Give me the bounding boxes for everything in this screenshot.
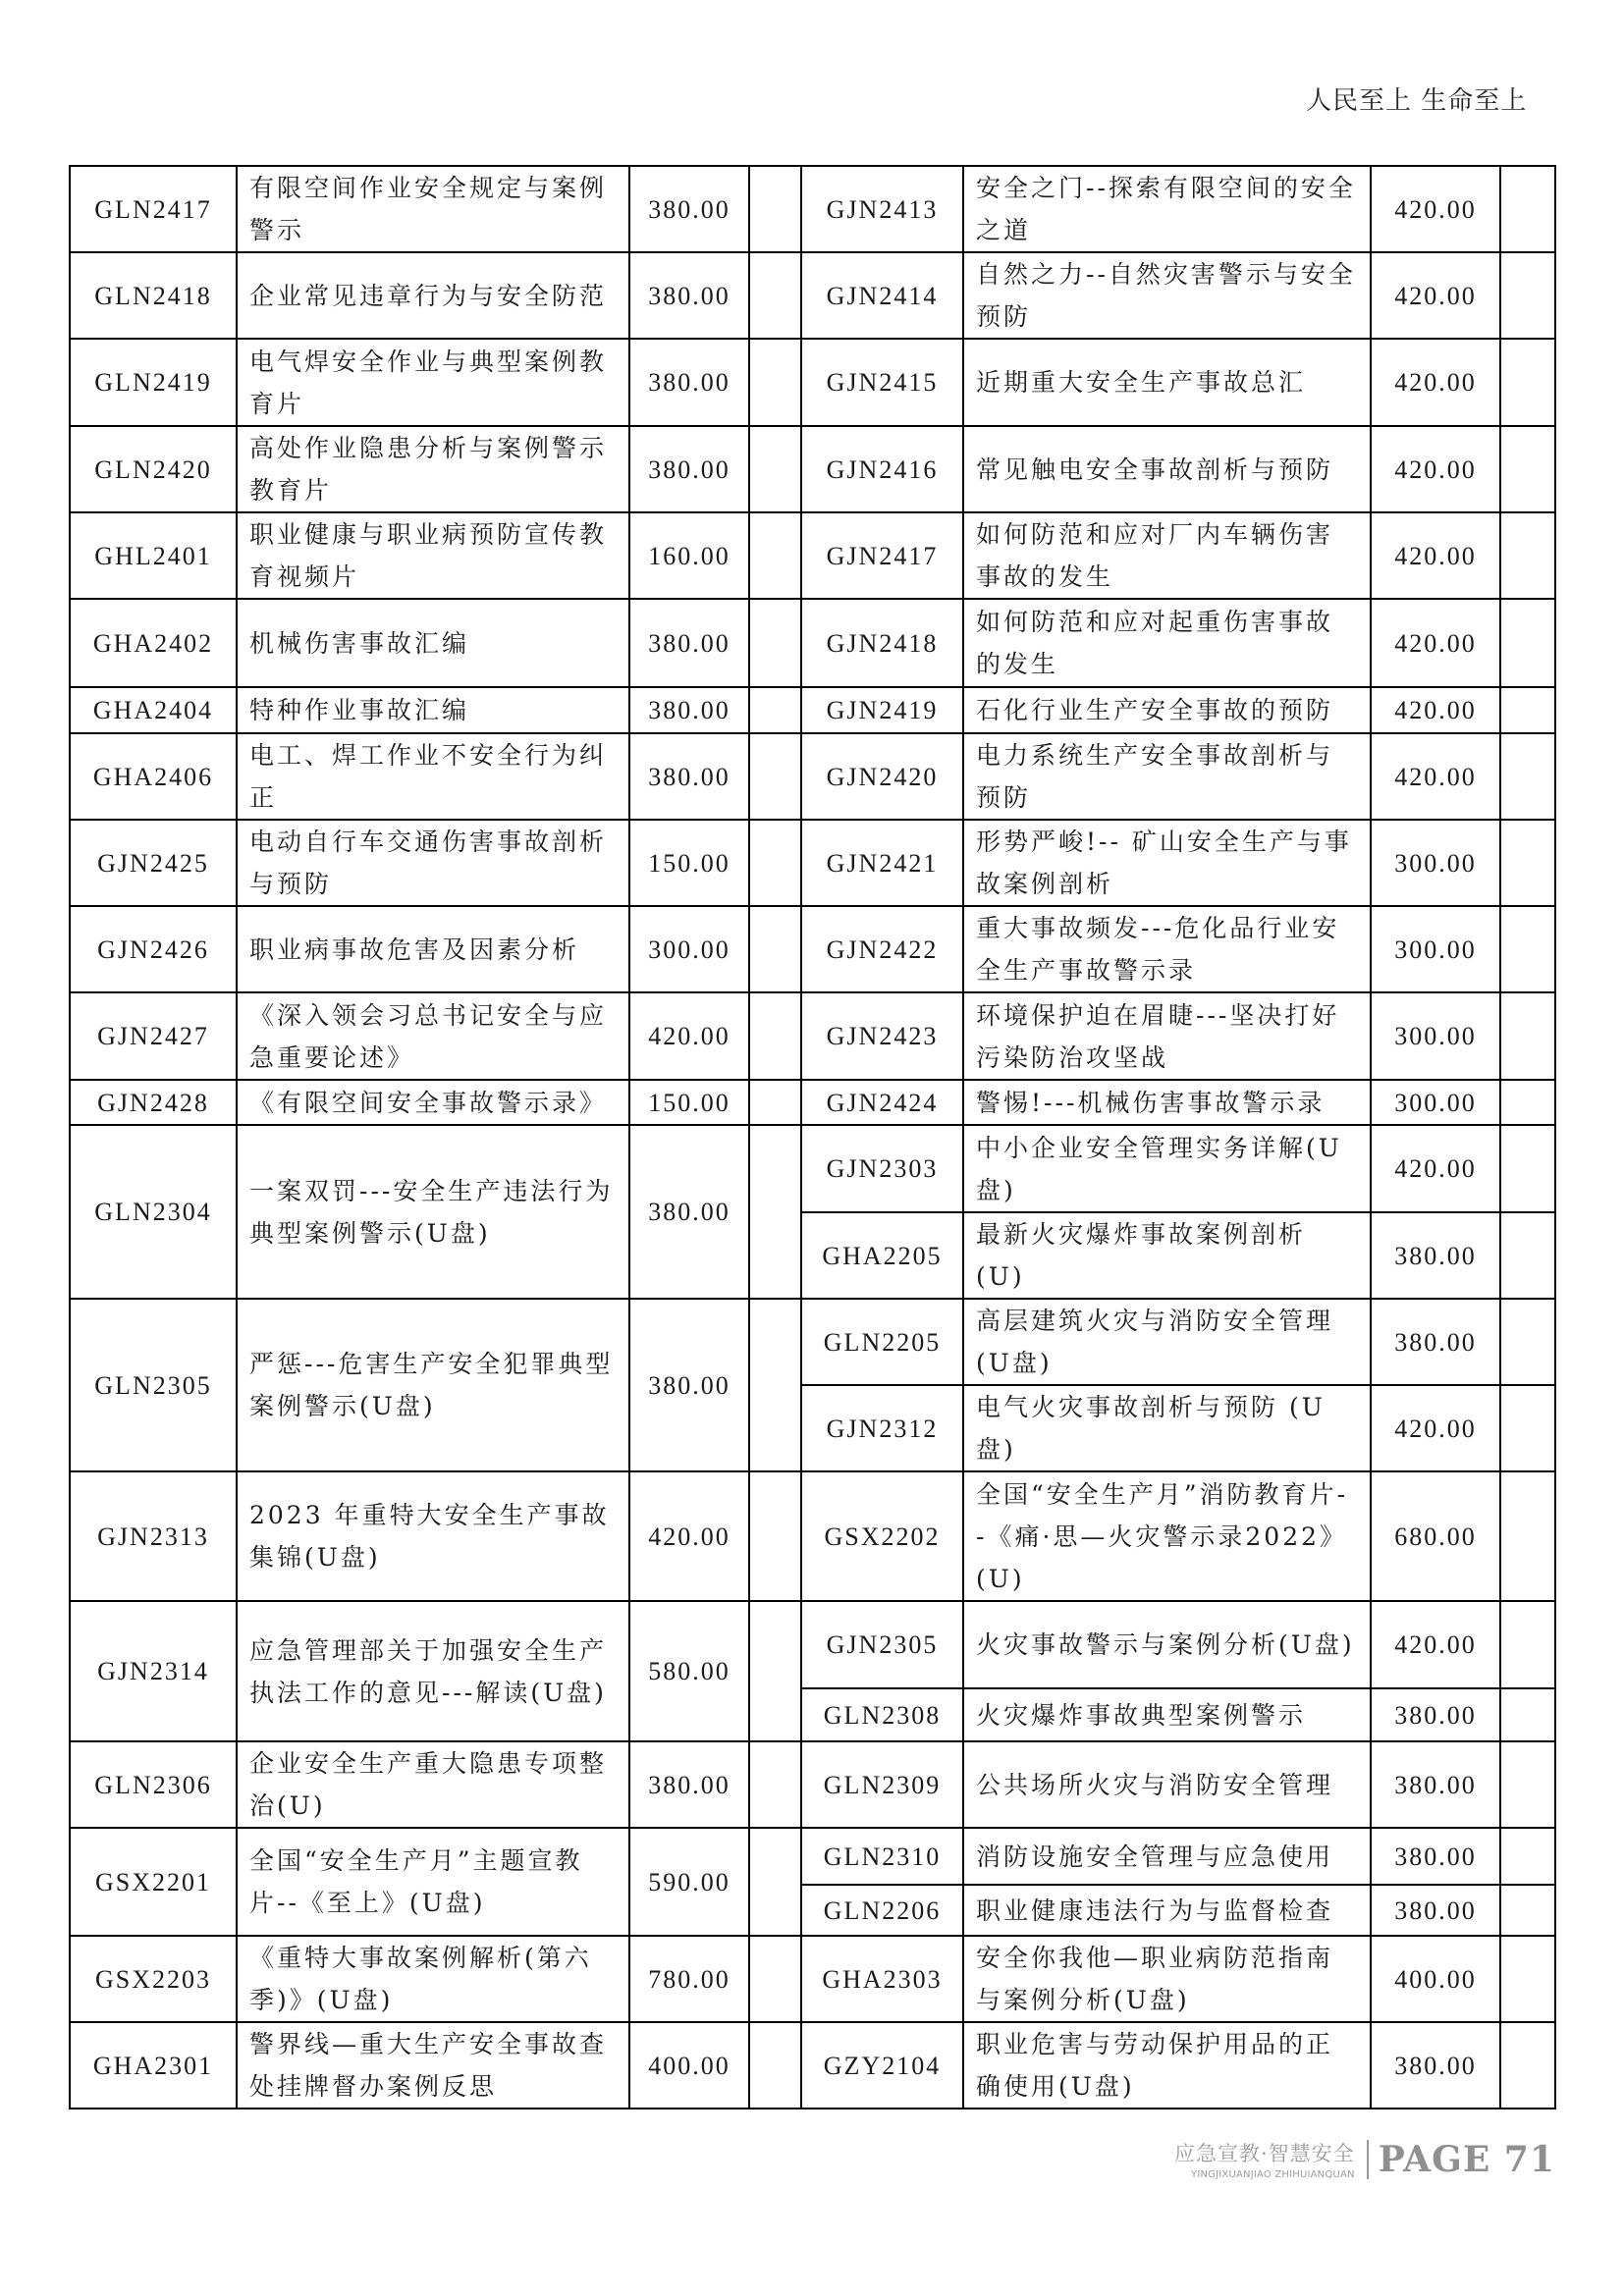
item-title: 电气焊安全作业与典型案例教育片	[237, 339, 629, 426]
item-price: 380.00	[1371, 1741, 1500, 1828]
item-title: 安全之门--探索有限空间的安全之道	[963, 166, 1371, 252]
item-title: 2023 年重特大安全生产事故集锦(U盘)	[237, 1471, 629, 1601]
table-row	[70, 339, 1555, 426]
item-title: 如何防范和应对厂内车辆伤害事故的发生	[963, 512, 1371, 599]
quantity-cell	[1500, 1601, 1555, 1688]
item-price: 380.00	[629, 426, 749, 512]
item-code: GLN2417	[70, 166, 237, 252]
table-row	[70, 906, 1555, 992]
item-price: 420.00	[1371, 687, 1500, 733]
item-code: GHA2404	[70, 687, 237, 733]
item-title: 企业常见违章行为与安全防范	[237, 252, 629, 339]
quantity-cell	[749, 599, 801, 687]
quantity-cell	[749, 252, 801, 339]
page-number: PAGE 71	[1378, 2138, 1555, 2180]
item-title: 严惩---危害生产安全犯罪典型案例警示(U盘)	[237, 1299, 629, 1471]
item-title: 自然之力--自然灾害警示与安全预防	[963, 252, 1371, 339]
item-price: 420.00	[629, 992, 749, 1080]
quantity-cell	[1500, 820, 1555, 906]
item-price: 420.00	[1371, 1125, 1500, 1212]
quantity-cell	[749, 1080, 801, 1125]
item-code: GHA2402	[70, 599, 237, 687]
table-row	[70, 1471, 1555, 1601]
quantity-cell	[749, 1828, 801, 1936]
item-price: 590.00	[629, 1828, 749, 1936]
item-code: GJN2421	[801, 820, 963, 906]
quantity-cell	[1500, 1299, 1555, 1385]
item-price: 380.00	[1371, 1688, 1500, 1741]
item-price: 150.00	[629, 1080, 749, 1125]
item-code: GJN2312	[801, 1385, 963, 1471]
table-row	[70, 166, 1555, 252]
table-row	[70, 599, 1555, 687]
item-code: GSX2202	[801, 1471, 963, 1601]
item-title: 警界线—重大生产安全事故查处挂牌督办案例反思	[237, 2022, 629, 2109]
table-row	[70, 426, 1555, 512]
quantity-cell	[749, 2022, 801, 2109]
quantity-cell	[749, 166, 801, 252]
table-row	[70, 1125, 1555, 1212]
quantity-cell	[1500, 599, 1555, 687]
item-title: 职业健康与职业病预防宣传教育视频片	[237, 512, 629, 599]
item-code: GJN2423	[801, 992, 963, 1080]
quantity-cell	[1500, 1212, 1555, 1299]
quantity-cell	[1500, 1385, 1555, 1471]
quantity-cell	[1500, 1125, 1555, 1212]
item-code: GZY2104	[801, 2022, 963, 2109]
item-title: 职业健康违法行为与监督检查	[963, 1885, 1371, 1936]
quantity-cell	[1500, 1688, 1555, 1741]
quantity-cell	[1500, 252, 1555, 339]
item-code: GJN2418	[801, 599, 963, 687]
item-code: GJN2420	[801, 733, 963, 820]
item-price: 150.00	[629, 820, 749, 906]
item-code: GJN2428	[70, 1080, 237, 1125]
quantity-cell	[1500, 339, 1555, 426]
item-price: 680.00	[1371, 1471, 1500, 1601]
item-title: 高层建筑火灾与消防安全管理 (U盘)	[963, 1299, 1371, 1385]
item-code: GHA2303	[801, 1936, 963, 2022]
item-code: GLN2206	[801, 1885, 963, 1936]
table-row	[70, 992, 1555, 1080]
item-title: 消防设施安全管理与应急使用	[963, 1828, 1371, 1885]
item-price: 380.00	[1371, 2022, 1500, 2109]
item-price: 300.00	[1371, 1080, 1500, 1125]
item-price: 380.00	[629, 687, 749, 733]
table-row	[70, 1741, 1555, 1828]
item-title: 职业危害与劳动保护用品的正确使用(U盘)	[963, 2022, 1371, 2109]
quantity-cell	[1500, 1885, 1555, 1936]
item-code: GJN2305	[801, 1601, 963, 1688]
item-title: 应急管理部关于加强安全生产执法工作的意见---解读(U盘)	[237, 1601, 629, 1741]
item-price: 580.00	[629, 1601, 749, 1741]
item-code: GJN2416	[801, 426, 963, 512]
item-code: GLN2309	[801, 1741, 963, 1828]
quantity-cell	[749, 426, 801, 512]
item-price: 780.00	[629, 1936, 749, 2022]
item-title: 全国“安全生产月”主题宣教片--《至上》(U盘)	[237, 1828, 629, 1936]
product-catalog-table	[69, 165, 1556, 2109]
quantity-cell	[1500, 1936, 1555, 2022]
item-price: 300.00	[1371, 820, 1500, 906]
item-price: 420.00	[1371, 733, 1500, 820]
quantity-cell	[749, 1299, 801, 1471]
item-price: 380.00	[629, 166, 749, 252]
quantity-cell	[1500, 906, 1555, 992]
item-code: GHA2406	[70, 733, 237, 820]
quantity-cell	[1500, 1471, 1555, 1601]
item-title: 警惕!---机械伤害事故警示录	[963, 1080, 1371, 1125]
footer-brand-cn: 应急宣教·智慧安全	[1174, 2142, 1355, 2165]
item-title: 安全你我他—职业病防范指南与案例分析(U盘)	[963, 1936, 1371, 2022]
item-price: 420.00	[1371, 426, 1500, 512]
item-code: GLN2205	[801, 1299, 963, 1385]
item-title: 最新火灾爆炸事故案例剖析 (U)	[963, 1212, 1371, 1299]
item-title: 特种作业事故汇编	[237, 687, 629, 733]
item-price: 380.00	[1371, 1828, 1500, 1885]
quantity-cell	[749, 512, 801, 599]
item-title: 有限空间作业安全规定与案例警示	[237, 166, 629, 252]
item-price: 380.00	[629, 1125, 749, 1299]
table-row	[70, 1299, 1555, 1385]
item-code: GLN2305	[70, 1299, 237, 1471]
item-title: 电力系统生产安全事故剖析与预防	[963, 733, 1371, 820]
table-row	[70, 2022, 1555, 2109]
item-price: 380.00	[1371, 1299, 1500, 1385]
item-code: GJN2414	[801, 252, 963, 339]
quantity-cell	[1500, 1828, 1555, 1885]
quantity-cell	[749, 1936, 801, 2022]
item-code: GJN2314	[70, 1601, 237, 1741]
item-code: GHA2205	[801, 1212, 963, 1299]
item-code: GJN2417	[801, 512, 963, 599]
quantity-cell	[1500, 2022, 1555, 2109]
item-title: 高处作业隐患分析与案例警示教育片	[237, 426, 629, 512]
item-code: GSX2201	[70, 1828, 237, 1936]
item-code: GJN2415	[801, 339, 963, 426]
table-row	[70, 512, 1555, 599]
item-title: 石化行业生产安全事故的预防	[963, 687, 1371, 733]
item-title: 重大事故频发---危化品行业安全生产事故警示录	[963, 906, 1371, 992]
footer-brand-en: YINGJIXUANJIAO ZHIHUIANQUAN	[1191, 2169, 1355, 2180]
item-code: GJN2424	[801, 1080, 963, 1125]
item-code: GJN2425	[70, 820, 237, 906]
item-price: 300.00	[629, 906, 749, 992]
item-title: 电工、焊工作业不安全行为纠正	[237, 733, 629, 820]
item-price: 420.00	[1371, 599, 1500, 687]
quantity-cell	[749, 992, 801, 1080]
quantity-cell	[749, 1471, 801, 1601]
item-title: 《深入领会习总书记安全与应急重要论述》	[237, 992, 629, 1080]
item-price: 380.00	[629, 1741, 749, 1828]
table-row	[70, 1601, 1555, 1688]
item-code: GJN2426	[70, 906, 237, 992]
item-code: GLN2308	[801, 1688, 963, 1741]
item-title: 形势严峻!-- 矿山安全生产与事故案例剖析	[963, 820, 1371, 906]
item-price: 420.00	[1371, 1601, 1500, 1688]
footer-brand	[1174, 2138, 1355, 2180]
quantity-cell	[749, 1601, 801, 1741]
item-title: 电气火灾事故剖析与预防 (U盘)	[963, 1385, 1371, 1471]
item-code: GJN2427	[70, 992, 237, 1080]
item-price: 300.00	[1371, 906, 1500, 992]
item-code: GLN2306	[70, 1741, 237, 1828]
item-title: 如何防范和应对起重伤害事故的发生	[963, 599, 1371, 687]
item-price: 160.00	[629, 512, 749, 599]
item-title: 公共场所火灾与消防安全管理	[963, 1741, 1371, 1828]
item-code: GJN2413	[801, 166, 963, 252]
item-title: 中小企业安全管理实务详解(U盘)	[963, 1125, 1371, 1212]
table-row	[70, 1080, 1555, 1125]
item-title: 全国“安全生产月”消防教育片--《痛·思—火灾警示录2022》(U)	[963, 1471, 1371, 1601]
item-price: 300.00	[1371, 992, 1500, 1080]
item-title: 火灾事故警示与案例分析(U盘)	[963, 1601, 1371, 1688]
item-title: 《重特大事故案例解析(第六季)》(U盘)	[237, 1936, 629, 2022]
quantity-cell	[1500, 733, 1555, 820]
item-price: 420.00	[629, 1471, 749, 1601]
quantity-cell	[1500, 1741, 1555, 1828]
quantity-cell	[1500, 426, 1555, 512]
item-code: GJN2422	[801, 906, 963, 992]
quantity-cell	[749, 1741, 801, 1828]
item-title: 环境保护迫在眉睫---坚决打好污染防治攻坚战	[963, 992, 1371, 1080]
table-row	[70, 252, 1555, 339]
item-price: 380.00	[629, 252, 749, 339]
quantity-cell	[749, 687, 801, 733]
item-code: GJN2419	[801, 687, 963, 733]
item-code: GSX2203	[70, 1936, 237, 2022]
item-price: 420.00	[1371, 512, 1500, 599]
item-code: GLN2420	[70, 426, 237, 512]
item-price: 380.00	[629, 599, 749, 687]
item-code: GHA2301	[70, 2022, 237, 2109]
item-code: GLN2419	[70, 339, 237, 426]
item-title: 机械伤害事故汇编	[237, 599, 629, 687]
table-row	[70, 687, 1555, 733]
item-title: 一案双罚---安全生产违法行为典型案例警示(U盘)	[237, 1125, 629, 1299]
item-price: 420.00	[1371, 1385, 1500, 1471]
item-price: 380.00	[1371, 1212, 1500, 1299]
quantity-cell	[1500, 992, 1555, 1080]
item-code: GLN2310	[801, 1828, 963, 1885]
quantity-cell	[749, 1125, 801, 1299]
item-title: 企业安全生产重大隐患专项整治(U)	[237, 1741, 629, 1828]
footer-divider	[1367, 2140, 1369, 2179]
table-row	[70, 820, 1555, 906]
item-title: 《有限空间安全事故警示录》	[237, 1080, 629, 1125]
item-title: 火灾爆炸事故典型案例警示	[963, 1688, 1371, 1741]
item-price: 420.00	[1371, 252, 1500, 339]
item-code: GJN2313	[70, 1471, 237, 1601]
item-code: GJN2303	[801, 1125, 963, 1212]
item-price: 420.00	[1371, 339, 1500, 426]
item-title: 职业病事故危害及因素分析	[237, 906, 629, 992]
item-title: 电动自行车交通伤害事故剖析与预防	[237, 820, 629, 906]
quantity-cell	[1500, 166, 1555, 252]
quantity-cell	[1500, 1080, 1555, 1125]
quantity-cell	[749, 339, 801, 426]
item-price: 380.00	[629, 339, 749, 426]
item-price: 380.00	[1371, 1885, 1500, 1936]
item-price: 380.00	[629, 733, 749, 820]
quantity-cell	[749, 820, 801, 906]
table-row	[70, 733, 1555, 820]
item-price: 420.00	[1371, 166, 1500, 252]
item-code: GLN2304	[70, 1125, 237, 1299]
item-price: 400.00	[629, 2022, 749, 2109]
quantity-cell	[749, 733, 801, 820]
item-price: 380.00	[629, 1299, 749, 1471]
item-price: 400.00	[1371, 1936, 1500, 2022]
item-title: 常见触电安全事故剖析与预防	[963, 426, 1371, 512]
page-footer	[1174, 2138, 1555, 2180]
table-row	[70, 1936, 1555, 2022]
table-row	[70, 1828, 1555, 1885]
quantity-cell	[749, 906, 801, 992]
quantity-cell	[1500, 512, 1555, 599]
header-motto: 人民至上 生命至上	[1306, 86, 1528, 116]
item-code: GLN2418	[70, 252, 237, 339]
item-title: 近期重大安全生产事故总汇	[963, 339, 1371, 426]
quantity-cell	[1500, 687, 1555, 733]
item-code: GHL2401	[70, 512, 237, 599]
